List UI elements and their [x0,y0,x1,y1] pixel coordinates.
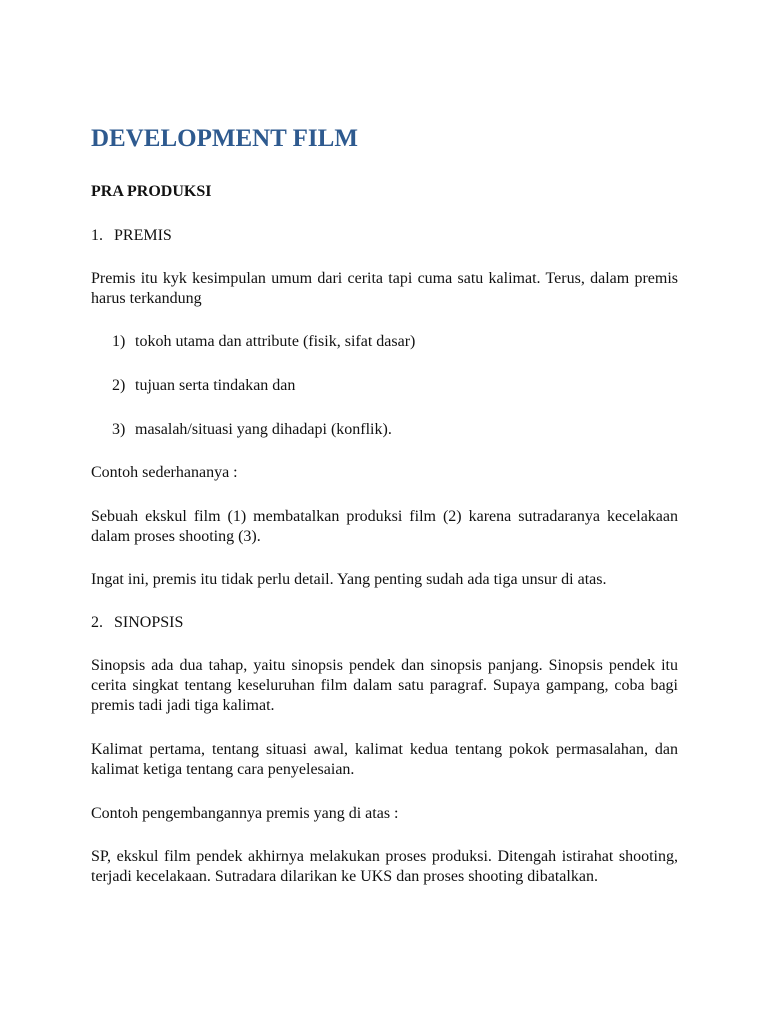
sinopsis-paragraph-1: Sinopsis ada dua tahap, yaitu sinopsis pendek dan sinopsis panjang. Sinopsis pendek itu cerita singkat tentang keseluruhan film dalam satu paragraf. Supaya gampang, coba bagi premis tadi jadi tiga kalimat. [91,657,678,714]
premis-list-item [112,376,295,396]
premis-example-label: Contoh sederhananya : [91,464,238,481]
premis-heading-text: PREMIS [114,227,172,244]
list-item-text: masalah/situasi yang dihadapi (konflik). [135,421,392,438]
premis-example-paragraph: Sebuah ekskul film (1) membatalkan produksi film (2) karena sutradaranya kecelakaan dalam proses shooting (3). [91,508,678,545]
premis-list-item [112,332,415,352]
sinopsis-heading-text: SINOPSIS [114,614,184,631]
premis-note-paragraph: Ingat ini, premis itu tidak perlu detail. Yang penting sudah ada tiga unsur di atas. [91,571,607,588]
list-item-number: 1) [112,333,126,350]
sinopsis-example-paragraph: SP, ekskul film pendek akhirnya melakukan proses produksi. Ditengah istirahat shooting, terjadi kecelakaan. Sutradara dilarikan ke UKS dan proses shooting dibatalkan. [91,848,678,885]
document-title: DEVELOPMENT FILM [91,125,358,152]
list-item-number: 3) [112,421,126,438]
premis-heading [91,226,678,246]
list-item-number: 2) [112,377,126,394]
premis-list-item [112,420,392,440]
sinopsis-paragraph-2: Kalimat pertama, tentang situasi awal, kalimat kedua tentang pokok permasalahan, dan kalimat ketiga tentang cara penyelesaian. [91,741,678,778]
section-heading: PRA PRODUKSI [91,183,212,200]
sinopsis-example-label: Contoh pengembangannya premis yang di atas : [91,805,399,822]
premis-intro-paragraph: Premis itu kyk kesimpulan umum dari cerita tapi cuma satu kalimat. Terus, dalam premis harus terkandung [91,270,678,307]
list-item-text: tokoh utama dan attribute (fisik, sifat dasar) [135,333,416,350]
list-item-text: tujuan serta tindakan dan [135,377,296,394]
premis-heading-number: 1. [91,227,103,244]
sinopsis-heading [91,613,678,633]
sinopsis-heading-number: 2. [91,614,103,631]
